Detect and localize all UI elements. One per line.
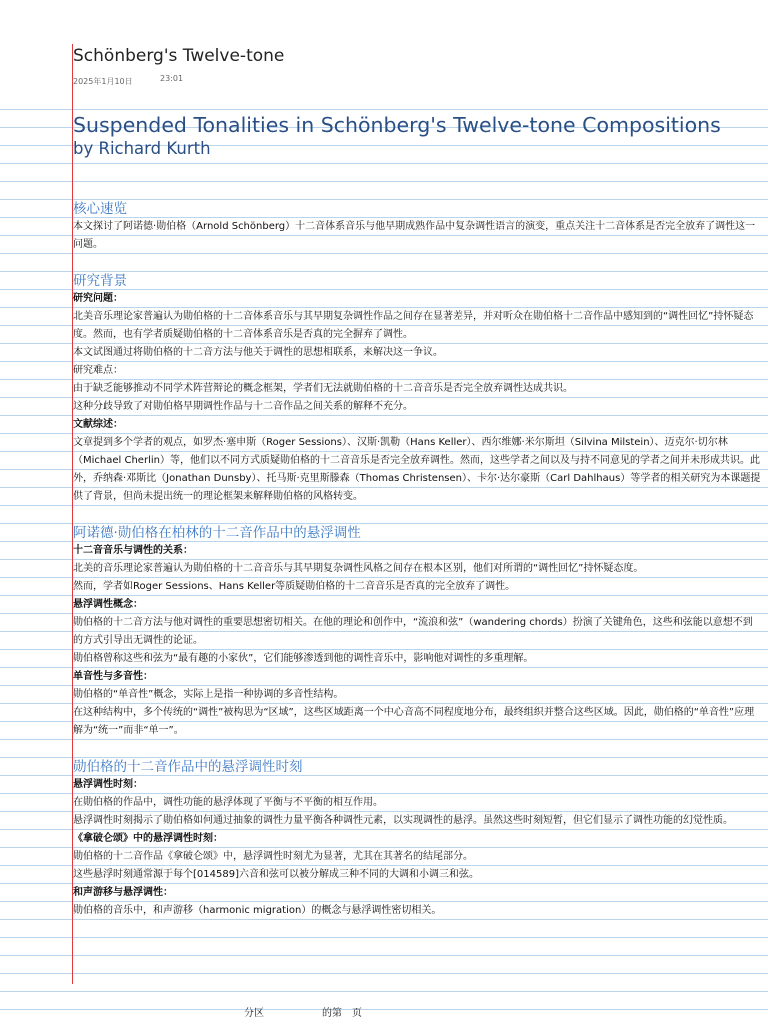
subheading: 研究问题： bbox=[73, 293, 123, 304]
paragraph: 这些悬浮时刻通常源于每个[014589]六音和弦可以被分解成三种不同的大调和小调三和弦。 bbox=[73, 869, 479, 880]
note-time: 23:01 bbox=[160, 74, 184, 83]
footer-section-label: 分区 bbox=[244, 1008, 264, 1019]
subheading: 十二音音乐与调性的关系： bbox=[73, 545, 193, 556]
section-heading: 阿诺德·勋伯格在柏林的十二音作品中的悬浮调性 bbox=[73, 525, 361, 541]
paragraph: 勋伯格的音乐中，和声游移（harmonic migration）的概念与悬浮调性密切相关。 bbox=[73, 905, 442, 916]
document-title: Suspended Tonalities in Schönberg's Twelve-tone Compositions bbox=[73, 113, 721, 137]
paragraph: 勋伯格曾称这些和弦为“最有趣的小家伙”，它们能够渗透到他的调性音乐中，影响他对调性的多重理解。 bbox=[73, 653, 534, 664]
section-spacer bbox=[73, 254, 761, 272]
paragraph: 北美音乐理论家普遍认为勋伯格的十二音体系音乐与其早期复杂调性作品之间存在显著差异，并对听众在勋伯格十二音作品中感知到的“调性回忆”持怀疑态度。然而，也有学者质疑勋伯格的十二音体系音乐是否真的完全摒弃了调性。 bbox=[73, 311, 754, 340]
paragraph: 勋伯格的十二音作品《拿破仑颂》中，悬浮调性时刻尤为显著，尤其在其著名的结尾部分。 bbox=[73, 851, 473, 862]
paragraph: 勋伯格的十二音方法与他对调性的重要思想密切相关。在他的理论和创作中，“流浪和弦”（wandering chords）扮演了关键角色，这些和弦能以意想不到的方式引导出无调性的论证。 bbox=[73, 617, 753, 646]
section-spacer bbox=[73, 740, 761, 758]
paragraph: 这种分歧导致了对勋伯格早期调性作品与十二音作品之间关系的解释不充分。 bbox=[73, 401, 413, 412]
subheading: 单音性与多音性： bbox=[73, 671, 153, 682]
paragraph: 文章提到多个学者的观点，如罗杰·塞申斯（Roger Sessions）、汉斯·凯勒（Hans Keller）、西尔维娜·米尔斯坦（Silvina Milstein）、迈克尔·切尔林（Michael Cherlin）等，他们以不同方式质疑勋伯格的十二音音乐是否完全放弃调性。然而，这些学者之间以及与持不同意见的学者之间并未形成共识。此外，乔纳森·邓斯比（Jonathan Dunsby）、托马斯·克里斯滕森（Thomas Christensen）、卡尔·达尔豪斯（Carl Dahlhaus）等学者的相关研究为本课题提供了背景，但尚未提出统一的理论框架来解释勋伯格的风格转变。 bbox=[73, 437, 761, 502]
paragraph: 研究难点： bbox=[73, 365, 123, 376]
note-content[interactable] bbox=[73, 200, 761, 920]
paragraph: 悬浮调性时刻揭示了勋伯格如何通过抽象的调性力量平衡各种调性元素，以实现调性的悬浮。虽然这些时刻短暂，但它们显示了调性功能的幻觉性质。 bbox=[73, 815, 733, 826]
paragraph: 由于缺乏能够推动不同学术阵营辩论的概念框架，学者们无法就勋伯格的十二音音乐是否完全放弃调性达成共识。 bbox=[73, 383, 573, 394]
section-heading: 研究背景 bbox=[73, 273, 127, 289]
section-spacer bbox=[73, 506, 761, 524]
section-heading: 勋伯格的十二音作品中的悬浮调性时刻 bbox=[73, 759, 303, 775]
subheading: 悬浮调性时刻： bbox=[73, 779, 143, 790]
subheading: 文献综述： bbox=[73, 419, 123, 430]
footer-page-label: 的第 页 bbox=[322, 1008, 362, 1019]
paragraph: 北美的音乐理论家普遍认为勋伯格的十二音音乐与其早期复杂调性风格之间存在根本区别，他们对所谓的“调性回忆”持怀疑态度。 bbox=[73, 563, 644, 574]
section-heading: 核心速览 bbox=[73, 201, 127, 217]
paragraph: 勋伯格的“单音性”概念，实际上是指一种协调的多音性结构。 bbox=[73, 689, 344, 700]
paragraph: 然而，学者如Roger Sessions、Hans Keller等质疑勋伯格的十二音音乐是否真的完全放弃了调性。 bbox=[73, 581, 516, 592]
paragraph: 在勋伯格的作品中，调性功能的悬浮体现了平衡与不平衡的相互作用。 bbox=[73, 797, 383, 808]
subheading: 和声游移与悬浮调性： bbox=[73, 887, 173, 898]
document-author: by Richard Kurth bbox=[73, 139, 211, 158]
note-page-title[interactable]: Schönberg's Twelve-tone bbox=[73, 46, 285, 66]
subheading: 《拿破仑颂》中的悬浮调性时刻： bbox=[73, 833, 223, 844]
paragraph: 本文探讨了阿诺德·勋伯格（Arnold Schönberg）十二音体系音乐与他早期成熟作品中复杂调性语言的演变，重点关注十二音体系是否完全放弃了调性这一问题。 bbox=[73, 221, 756, 250]
note-date: 2025年1月10日 bbox=[73, 77, 133, 86]
subheading: 悬浮调性概念： bbox=[73, 599, 143, 610]
paragraph: 在这种结构中，多个传统的“调性”被构思为“区域”，这些区域距离一个中心音高不同程度地分布，最终组织并整合这些区域。因此，勋伯格的“单音性”应理解为“统一”而非“单一”。 bbox=[73, 707, 755, 736]
paragraph: 本文试图通过将勋伯格的十二音方法与他关于调性的思想相联系，来解决这一争议。 bbox=[73, 347, 443, 358]
